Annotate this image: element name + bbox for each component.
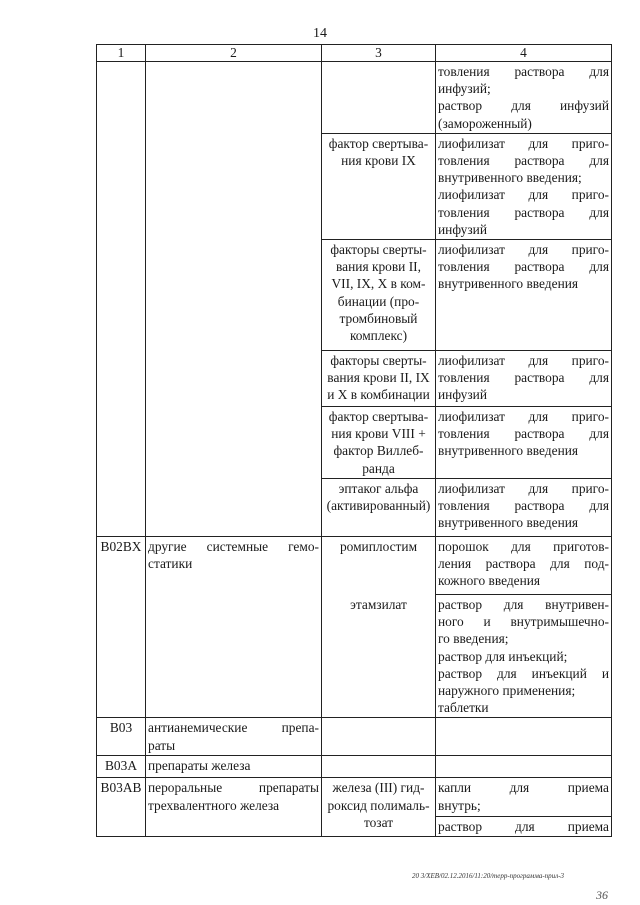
table-row — [97, 62, 612, 134]
dosage-form-cell — [436, 756, 612, 778]
substance-cell — [322, 62, 436, 134]
group-name-line: антианемические препа- — [148, 720, 319, 736]
form-line: товления раствора для — [438, 64, 609, 79]
atc-code-cell — [97, 62, 146, 537]
substance-name-line: фактор Виллеб- — [333, 443, 424, 459]
substance-name-line: комплекс) — [349, 328, 408, 344]
handwritten-page-mark: 36 — [596, 888, 608, 902]
form-line: внутривенного введения; — [438, 170, 582, 186]
substance-cell — [322, 240, 436, 351]
column-header-3: 3 — [322, 45, 436, 62]
form-line: раствор для внутривен- — [438, 597, 609, 613]
substance-name-line: вания крови II, IX — [327, 370, 430, 386]
column-header-4: 4 — [436, 45, 612, 62]
form-line: раствор для инфузий — [438, 98, 609, 114]
group-name-line: раты — [148, 737, 176, 753]
form-line: лиофилизат для приго- — [438, 481, 609, 497]
table-row — [97, 756, 612, 778]
substance-name-line: тромбиновый — [339, 310, 418, 326]
form-line: внутривенного введения — [438, 443, 579, 459]
substance-cell — [322, 537, 436, 595]
form-line: инфузий — [438, 221, 487, 237]
substance-cell — [322, 778, 436, 837]
form-line: товления раствора для — [438, 204, 609, 220]
substance-cell — [322, 595, 436, 718]
form-line: товления раствора для — [438, 259, 609, 275]
substance-cell — [322, 756, 436, 778]
table-row — [97, 537, 612, 595]
form-line: лиофилизат для приго- — [438, 187, 609, 203]
form-line: наружного применения; — [438, 683, 576, 699]
form-line: внутривенного введения — [438, 515, 579, 531]
table-header-row — [97, 45, 612, 62]
substance-name-line: и X в комбинации — [327, 387, 430, 403]
form-line: капли для приема — [438, 780, 609, 796]
group-name-cell — [146, 62, 322, 537]
column-header-2: 2 — [146, 45, 322, 62]
substance-name-line: VII, IX, X в ком- — [331, 276, 426, 292]
column-header-1: 1 — [97, 45, 146, 62]
group-name-cell — [146, 718, 322, 756]
group-name-line: трехвалентного железа — [148, 797, 280, 813]
substance-name-line: ния крови VIII + — [331, 426, 426, 442]
form-line: порошок для приготов- — [438, 539, 609, 555]
substance-name-line: эптаког альфа — [338, 481, 419, 497]
substance-name-line: ромиплостим — [339, 539, 418, 555]
form-line: внутривенного введения — [438, 276, 579, 292]
substance-name-line: фактор свертыва- — [328, 135, 429, 151]
substance-name-line: железа (III) гид- — [332, 780, 425, 796]
form-line: лиофилизат для приго- — [438, 353, 609, 369]
form-line: товления раствора для — [438, 153, 609, 169]
form-line: лиофилизат для приго- — [438, 409, 609, 425]
dosage-form-cell — [436, 718, 612, 756]
dosage-form-cell — [436, 133, 612, 239]
form-line: ления раствора для под- — [438, 556, 609, 572]
group-name-cell — [146, 756, 322, 778]
dosage-form-cell — [436, 595, 612, 718]
form-line: инфузий; — [438, 81, 491, 97]
substance-name-line: тозат — [363, 814, 394, 830]
dosage-form-cell — [436, 62, 612, 134]
group-name-line: другие системные гемо- — [148, 539, 319, 555]
substance-cell — [322, 351, 436, 407]
group-name-line: пероральные препараты — [148, 780, 319, 796]
substance-cell — [322, 133, 436, 239]
atc-code-cell: B02BX — [97, 537, 146, 718]
substance-name-line: (активированный) — [326, 498, 431, 514]
substance-name-line: этамзилат — [350, 596, 407, 612]
group-name-line: препараты железа — [148, 758, 251, 774]
substance-name-line: ния крови IX — [341, 153, 416, 169]
drug-list-table — [96, 44, 612, 837]
form-line: кожного введения — [438, 573, 541, 589]
substance-cell — [322, 407, 436, 479]
dosage-form-cell — [436, 537, 612, 595]
form-line: (замороженный) — [438, 115, 532, 131]
table-row — [97, 718, 612, 756]
atc-code-cell: B03AB — [97, 778, 146, 837]
dosage-form-cell — [436, 240, 612, 351]
dosage-form-cell — [436, 479, 612, 537]
substance-name-line: факторы сверты- — [330, 353, 427, 369]
form-line: раствор для приема — [438, 818, 609, 834]
form-line: инфузий — [438, 387, 487, 403]
substance-cell — [322, 718, 436, 756]
substance-name-line: фактор свертыва- — [328, 409, 429, 425]
form-line: лиофилизат для приго- — [438, 242, 609, 258]
form-line: товления раствора для — [438, 370, 609, 386]
substance-name-line: ранда — [362, 460, 395, 476]
dosage-form-cell — [436, 778, 612, 837]
form-line: товления раствора для — [438, 498, 609, 514]
document-footer-stamp: 20 3/ХЕВ/02.12.2016/11:20/терр-программа-прил-3 — [412, 872, 565, 880]
atc-code-cell: B03A — [97, 756, 146, 778]
form-line: таблетки — [438, 700, 489, 716]
dosage-form-cell — [436, 351, 612, 407]
substance-name-line: роксид полималь- — [327, 797, 430, 813]
page-number: 14 — [313, 26, 327, 41]
group-name-line: статики — [148, 556, 193, 572]
form-line: товления раствора для — [438, 426, 609, 442]
dosage-form-cell — [436, 407, 612, 479]
atc-code-cell: B03 — [97, 718, 146, 756]
form-line: внутрь; — [438, 797, 481, 813]
form-line: раствор для инъекций; — [438, 648, 568, 664]
substance-name-line: факторы сверты- — [330, 242, 427, 258]
substance-name-line: бинации (про- — [337, 293, 420, 309]
substance-name-line: вания крови II, — [336, 259, 421, 275]
group-name-cell — [146, 778, 322, 837]
form-line: раствор для инъекций и — [438, 665, 609, 681]
group-name-cell — [146, 537, 322, 718]
substance-cell — [322, 479, 436, 537]
form-line: го введения; — [438, 631, 509, 647]
form-line: лиофилизат для приго- — [438, 135, 609, 151]
form-line: ного и внутримышечно- — [438, 614, 609, 630]
table-row — [97, 778, 612, 837]
